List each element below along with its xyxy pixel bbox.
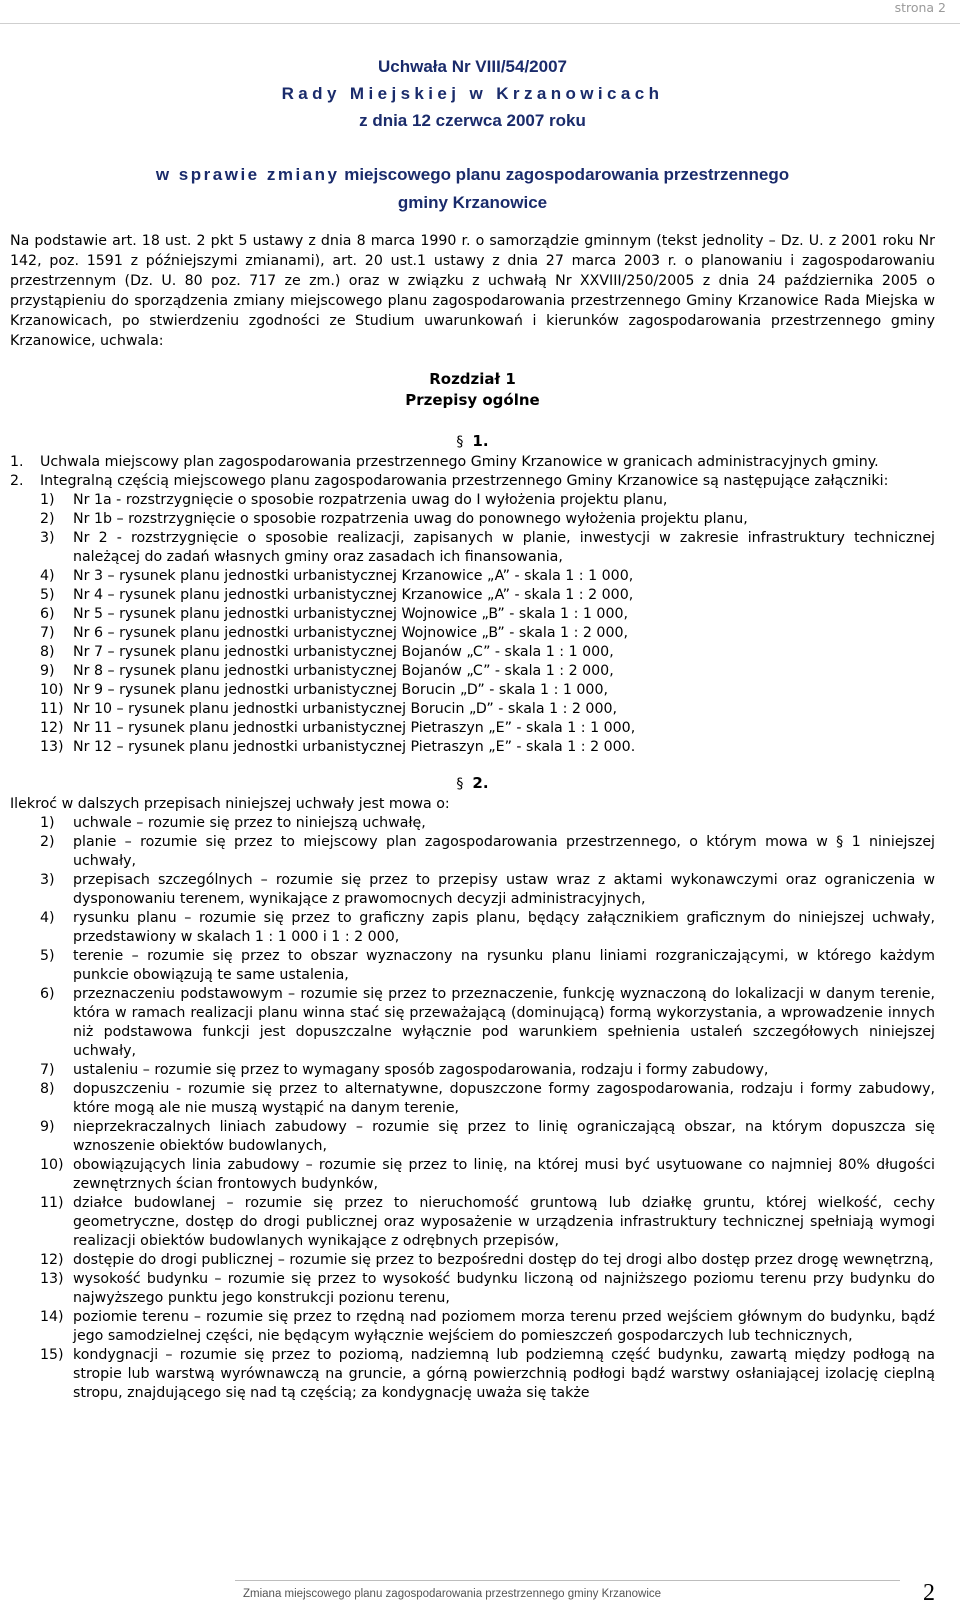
definition-item-text: dopuszczeniu - rozumie się przez to alternatywne, dopuszczone formy zagospodarowania, rodzaju i formy zabudowy, które mogą ale nie muszą wystąpić na danym terenie, bbox=[73, 1081, 935, 1116]
definitions-list bbox=[10, 814, 935, 1403]
definition-item-number: 10) bbox=[40, 1157, 64, 1173]
definition-item-text: nieprzekraczalnych liniach zabudowy – rozumie się przez to linię ograniczającą obszar, na którym dopuszcza się wznoszenie obiektów budowlanych, bbox=[73, 1119, 935, 1154]
attachment-item-text: Nr 4 – rysunek planu jednostki urbanistycznej Krzanowice „A” - skala 1 : 2 000, bbox=[73, 587, 634, 603]
definition-item-number: 1) bbox=[40, 815, 55, 831]
attachment-item-number: 5) bbox=[40, 587, 55, 603]
attachment-item-number: 11) bbox=[40, 701, 64, 717]
attachment-item-text: Nr 11 – rysunek planu jednostki urbanistycznej Pietraszyn „E” - skala 1 : 1 000, bbox=[73, 720, 636, 736]
section-2-number: 2. bbox=[472, 774, 489, 792]
attachment-item bbox=[10, 586, 935, 605]
definition-item bbox=[10, 1118, 935, 1156]
footer-page-number: 2 bbox=[923, 1580, 935, 1606]
page-label: strona 2 bbox=[894, 0, 946, 15]
definition-item-text: uchwale – rozumie się przez to niniejszą uchwałę, bbox=[73, 815, 426, 831]
section-2-heading bbox=[10, 773, 935, 795]
attachment-item-text: Nr 12 – rysunek planu jednostki urbanistycznej Pietraszyn „E” - skala 1 : 2 000. bbox=[73, 739, 636, 755]
definition-item bbox=[10, 1270, 935, 1308]
document-body bbox=[10, 57, 935, 1403]
definition-item bbox=[10, 947, 935, 985]
definition-item-text: przepisach szczególnych – rozumie się przez to przepisy ustaw wraz z aktami wykonawczymi oraz ograniczenia w dysponowaniu terenem, wynikające z prawomocnych decyzji administracyjnych, bbox=[73, 872, 935, 907]
footer-divider bbox=[235, 1580, 900, 1581]
preamble: Na podstawie art. 18 ust. 2 pkt 5 ustawy z dnia 8 marca 1990 r. o samorządzie gminnym (tekst jednolity – Dz. U. z 2001 roku Nr 142, poz. 1591 z późniejszymi zmianami), art. 20 ust.1 ustawy z dnia 27 marca 2003 r. o planowaniu i zagospodarowaniu przestrzennym (Dz. U. 80 poz. 717 ze zm.) oraz w związku z uchwałą Nr XXVIII/250/2005 z dnia 24 października 2005 o przystąpieniu do sporządzenia zmiany miejscowego planu zagospodarowania przestrzennego Gminy Krzanowice Rada Miejska w Krzanowicach, po stwierdzeniu zgodności ze Studium uwarunkowań i kierunków zagospodarowania przestrzennego gminy Krzanowice, uchwala: bbox=[10, 233, 935, 349]
attachment-item bbox=[10, 491, 935, 510]
definition-item-text: terenie – rozumie się przez to obszar wyznaczony na rysunku planu liniami rozgraniczającymi, w którego każdym punkcie obowiązują te same ustalenia, bbox=[73, 948, 935, 983]
definition-item bbox=[10, 871, 935, 909]
attachment-item-number: 4) bbox=[40, 568, 55, 584]
attachment-item bbox=[10, 624, 935, 643]
chapter-subtitle: Przepisy ogólne bbox=[405, 391, 540, 409]
section-1-heading bbox=[10, 431, 935, 453]
definition-item-text: dostępie do drogi publicznej – rozumie się przez to bezpośredni dostęp do tej drogi albo dostęp przez drogę wewnętrzną, bbox=[73, 1252, 934, 1268]
attachment-item-text: Nr 1a - rozstrzygnięcie o sposobie rozpatrzenia uwag do I wyłożenia projektu planu, bbox=[73, 492, 668, 508]
section-mark-icon: § bbox=[456, 434, 464, 450]
definition-item bbox=[10, 1346, 935, 1403]
resolution-date: z dnia 12 czerwca 2007 roku bbox=[359, 111, 586, 130]
section-1-item bbox=[10, 472, 935, 491]
section-1-item-text: Uchwala miejscowy plan zagospodarowania przestrzennego Gminy Krzanowice w granicach administracyjnych gminy. bbox=[40, 454, 879, 470]
subject-rest: miejscowego planu zagospodarowania przestrzennego bbox=[339, 165, 790, 184]
attachment-item bbox=[10, 719, 935, 738]
definition-item bbox=[10, 1308, 935, 1346]
section-2-intro: Ilekroć w dalszych przepisach niniejszej uchwały jest mowa o: bbox=[10, 796, 450, 812]
definition-item-number: 12) bbox=[40, 1252, 64, 1268]
attachment-item-text: Nr 1b – rozstrzygnięcie o sposobie rozpatrzenia uwag do ponownego wyłożenia projektu planu, bbox=[73, 511, 748, 527]
definition-item-number: 15) bbox=[40, 1347, 64, 1363]
section-1-item-text: Integralną częścią miejscowego planu zagospodarowania przestrzennego Gminy Krzanowice są następujące załączniki: bbox=[40, 473, 889, 489]
attachment-item-text: Nr 2 - rozstrzygnięcie o sposobie realizacji, zapisanych w planie, inwestycji w zakresie infrastruktury technicznej należącej do zadań własnych gminy oraz zasadach ich finansowania, bbox=[73, 530, 935, 565]
attachment-item-text: Nr 10 – rysunek planu jednostki urbanistycznej Borucin „D” - skala 1 : 2 000, bbox=[73, 701, 618, 717]
attachment-item bbox=[10, 643, 935, 662]
section-1-number: 1. bbox=[472, 432, 489, 450]
attachment-item-text: Nr 5 – rysunek planu jednostki urbanistycznej Wojnowice „B” - skala 1 : 1 000, bbox=[73, 606, 629, 622]
attachment-item bbox=[10, 510, 935, 529]
attachment-item-number: 8) bbox=[40, 644, 55, 660]
footer-text: Zmiana miejscowego planu zagospodarowania przestrzennego gminy Krzanowice bbox=[243, 1588, 662, 1600]
section-mark-icon: § bbox=[456, 776, 464, 792]
definition-item bbox=[10, 909, 935, 947]
resolution-subject bbox=[10, 165, 935, 185]
resolution-number: Uchwała Nr VIII/54/2007 bbox=[378, 57, 567, 76]
definition-item-text: ustaleniu – rozumie się przez to wymagany sposób zagospodarowania, rodzaju i formy zabudowy, bbox=[73, 1062, 769, 1078]
section-1-item-number: 2. bbox=[10, 473, 24, 489]
definition-item bbox=[10, 1080, 935, 1118]
definition-item-text: przeznaczeniu podstawowym – rozumie się przez to przeznaczenie, funkcję wyznaczoną do lokalizacji w danym terenie, która w ramach realizacji planu winna stać się przeważającą (dominującą) formą wykorzystania, a wprowadzenie innych niż podstawowa funkcji jest dopuszczalne wyłącznie pod warunkiem spełnienia ustaleń szczegółowych niniejszej uchwały, bbox=[73, 986, 935, 1059]
definition-item bbox=[10, 1061, 935, 1080]
definition-item-text: rysunku planu – rozumie się przez to graficzny zapis planu, będący załącznikiem graficznym do niniejszej uchwały, przedstawiony w skalach 1 : 1 000 i 1 : 2 000, bbox=[73, 910, 935, 945]
attachment-item-text: Nr 6 – rysunek planu jednostki urbanistycznej Wojnowice „B” - skala 1 : 2 000, bbox=[73, 625, 629, 641]
definition-item bbox=[10, 814, 935, 833]
section-1-items bbox=[10, 453, 935, 757]
definition-item bbox=[10, 1156, 935, 1194]
definition-item-text: poziomie terenu – rozumie się przez to rzędną nad poziomem morza terenu przed wejściem głównym do budynku, bądź jego samodzielnej części, nie będącym wyłącznie wejściem do pomieszczeń gospodarczych lub technicznych, bbox=[73, 1309, 935, 1344]
attachment-item-text: Nr 8 – rysunek planu jednostki urbanistycznej Bojanów „C” - skala 1 : 2 000, bbox=[73, 663, 614, 679]
attachment-item-number: 3) bbox=[40, 530, 55, 546]
attachment-item-text: Nr 9 – rysunek planu jednostki urbanistycznej Borucin „D” - skala 1 : 1 000, bbox=[73, 682, 608, 698]
attachment-item bbox=[10, 700, 935, 719]
attachment-item-number: 2) bbox=[40, 511, 55, 527]
subject-prefix: w sprawie zmiany bbox=[155, 165, 340, 184]
definition-item bbox=[10, 833, 935, 871]
definition-item-text: działce budowlanej – rozumie się przez to nieruchomość gruntową lub działkę gruntu, której wielkość, cechy geometryczne, dostęp do drogi publicznej oraz wyposażenie w urządzenia infrastruktury technicznej spełniają wymogi realizacji obiektów budowlanych wynikające z odrębnych przepisów, bbox=[73, 1195, 935, 1249]
attachment-item-number: 13) bbox=[40, 739, 64, 755]
attachment-item-text: Nr 3 – rysunek planu jednostki urbanistycznej Krzanowice „A” - skala 1 : 1 000, bbox=[73, 568, 634, 584]
definition-item-text: kondygnacji – rozumie się przez to poziomą, nadziemną lub podziemną część budynku, zawartą między podłogą na stropie lub warstwą wyrównawczą na gruncie, a górną powierzchnią podłogi bądź warstwy osłaniającej izolację cieplną stropu, znajdującego się nad tą częścią; za kondygnację uważa się także bbox=[73, 1347, 935, 1401]
definition-item-number: 14) bbox=[40, 1309, 64, 1325]
attachment-item bbox=[10, 738, 935, 757]
attachment-item-number: 1) bbox=[40, 492, 55, 508]
attachment-item-text: Nr 7 – rysunek planu jednostki urbanistycznej Bojanów „C” - skala 1 : 1 000, bbox=[73, 644, 614, 660]
definition-item bbox=[10, 1251, 935, 1270]
chapter-title: Rozdział 1 bbox=[429, 370, 516, 388]
definition-item-number: 8) bbox=[40, 1081, 55, 1097]
definition-item-text: planie – rozumie się przez to miejscowy plan zagospodarowania przestrzennego, o którym mowa w § 1 niniejszej uchwały, bbox=[73, 834, 935, 869]
definition-item-text: obowiązujących linia zabudowy – rozumie się przez to linię, na której musi być usytuowane co najmniej 80% długości zewnętrznych ścian frontowych budynków, bbox=[73, 1157, 935, 1192]
header-divider bbox=[0, 23, 960, 24]
attachment-item bbox=[10, 529, 935, 567]
definition-item-number: 7) bbox=[40, 1062, 55, 1078]
definition-item bbox=[10, 1194, 935, 1251]
attachment-item bbox=[10, 605, 935, 624]
definition-item-number: 5) bbox=[40, 948, 55, 964]
definition-item-text: wysokość budynku – rozumie się przez to wysokość budynku liczoną od najniższego poziomu terenu przy budynku do najwyższego punktu jego konstrukcji pozionu terenu, bbox=[73, 1271, 935, 1306]
attachment-item bbox=[10, 662, 935, 681]
attachment-item-number: 6) bbox=[40, 606, 55, 622]
definition-item-number: 3) bbox=[40, 872, 55, 888]
definition-item-number: 2) bbox=[40, 834, 55, 850]
definition-item-number: 9) bbox=[40, 1119, 55, 1135]
attachment-item-number: 12) bbox=[40, 720, 64, 736]
definition-item-number: 4) bbox=[40, 910, 55, 926]
section-1-item-number: 1. bbox=[10, 454, 24, 470]
attachment-item bbox=[10, 567, 935, 586]
council-name: Rady Miejskiej w Krzanowicach bbox=[281, 84, 664, 103]
attachment-item-number: 9) bbox=[40, 663, 55, 679]
definition-item-number: 6) bbox=[40, 986, 55, 1002]
attachment-item bbox=[10, 681, 935, 700]
resolution-subject-gmina: gminy Krzanowice bbox=[397, 193, 548, 212]
section-1-item bbox=[10, 453, 935, 472]
definition-item-number: 11) bbox=[40, 1195, 64, 1211]
attachment-item-number: 7) bbox=[40, 625, 55, 641]
attachment-item-number: 10) bbox=[40, 682, 64, 698]
definition-item bbox=[10, 985, 935, 1061]
definition-item-number: 13) bbox=[40, 1271, 64, 1287]
